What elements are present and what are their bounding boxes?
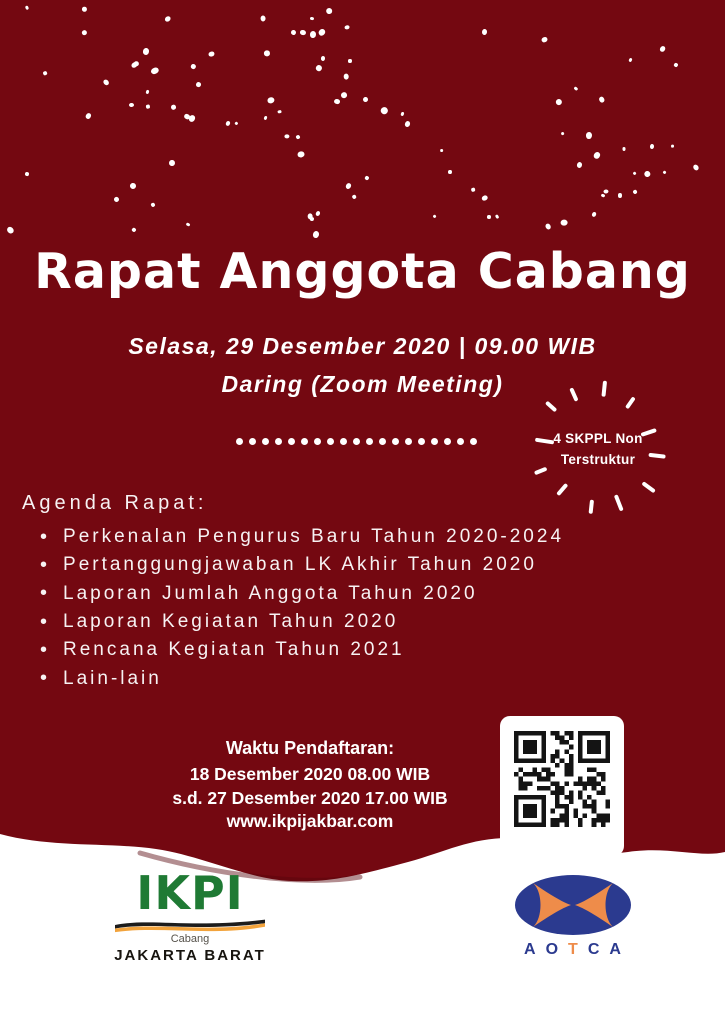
separator-dot xyxy=(236,438,243,445)
dotted-separator-icon xyxy=(236,438,477,445)
badge-line1: 4 SKPPL Non xyxy=(553,431,643,446)
agenda-heading: Agenda Rapat: xyxy=(22,492,208,514)
polka-dot xyxy=(5,226,14,235)
separator-dot xyxy=(457,438,464,445)
separator-dot xyxy=(444,438,451,445)
separator-dot xyxy=(470,438,477,445)
polka-dot xyxy=(650,143,654,148)
polka-dot xyxy=(25,6,29,11)
polka-dot xyxy=(42,71,47,76)
polka-dot xyxy=(340,92,348,100)
polka-dot xyxy=(146,104,150,109)
agenda-item xyxy=(40,580,564,608)
separator-dot xyxy=(301,438,308,445)
polka-dot xyxy=(320,56,325,61)
polka-dot xyxy=(348,59,352,63)
polka-dot xyxy=(278,110,282,114)
polka-dots-pattern xyxy=(0,0,725,240)
aotca-logo xyxy=(500,874,645,959)
polka-dot xyxy=(315,64,323,72)
separator-dot xyxy=(275,438,282,445)
polka-dot xyxy=(573,86,578,90)
bullet-icon: • xyxy=(40,553,51,576)
polka-dot xyxy=(309,217,314,221)
aotca-letter: A xyxy=(524,941,536,958)
agenda-item xyxy=(40,664,564,692)
polka-dot xyxy=(343,74,349,80)
polka-dot xyxy=(440,149,443,152)
aotca-letter: C xyxy=(587,941,600,958)
ikpi-logo xyxy=(112,866,268,964)
polka-dot xyxy=(673,63,678,68)
polka-dot xyxy=(163,15,171,23)
polka-dot xyxy=(448,170,452,174)
polka-dot xyxy=(315,210,320,216)
separator-dot xyxy=(392,438,399,445)
polka-dot xyxy=(185,222,190,227)
polka-dot xyxy=(345,25,351,30)
agenda-item xyxy=(40,636,564,664)
polka-dot xyxy=(345,182,352,190)
agenda-item-label: Laporan Kegiatan Tahun 2020 xyxy=(63,611,399,633)
polka-dot xyxy=(693,164,700,172)
polka-dot xyxy=(622,147,625,151)
polka-dot xyxy=(261,16,266,22)
agenda-item-label: Rencana Kegiatan Tahun 2021 xyxy=(63,639,405,661)
separator-dot xyxy=(314,438,321,445)
polka-dot xyxy=(318,28,327,37)
polka-dot xyxy=(541,36,548,43)
polka-dot xyxy=(545,223,552,231)
polka-dot xyxy=(85,112,92,119)
polka-dot xyxy=(150,67,160,76)
separator-dot xyxy=(353,438,360,445)
poster-title: Rapat Anggota Cabang xyxy=(34,243,691,300)
polka-dot xyxy=(113,196,120,203)
polka-dot xyxy=(146,90,150,95)
polka-dot xyxy=(628,58,632,63)
polka-dot xyxy=(226,120,232,126)
ikpi-cabang-label: Cabang xyxy=(170,933,210,945)
polka-dot xyxy=(24,172,28,177)
separator-dot xyxy=(249,438,256,445)
polka-dot xyxy=(134,61,140,67)
agenda-item-label: Laporan Jumlah Anggota Tahun 2020 xyxy=(63,582,478,604)
polka-dot xyxy=(576,161,582,168)
aotca-letter: T xyxy=(568,941,578,958)
polka-dot xyxy=(561,220,569,226)
registration-section xyxy=(80,736,540,834)
polka-dot xyxy=(312,230,320,238)
polka-dot xyxy=(598,96,605,103)
agenda-item xyxy=(40,608,564,636)
aotca-letter: O xyxy=(545,941,559,958)
polka-dot xyxy=(309,17,313,21)
polka-dot xyxy=(131,227,137,233)
skppl-badge xyxy=(513,364,683,534)
separator-dot xyxy=(405,438,412,445)
polka-dot xyxy=(129,182,137,190)
polka-dot xyxy=(297,150,305,158)
aotca-wordmark xyxy=(500,941,645,959)
registration-heading: Waktu Pendaftaran: xyxy=(225,738,395,758)
polka-dot xyxy=(129,103,134,107)
polka-dot xyxy=(299,29,306,35)
badge-line2: Terstruktur xyxy=(560,452,636,467)
polka-dot xyxy=(601,193,606,198)
polka-dot xyxy=(195,81,202,88)
polka-dot xyxy=(169,160,175,167)
polka-dot xyxy=(632,189,638,195)
bullet-icon: • xyxy=(40,667,51,690)
polka-dot xyxy=(471,187,476,192)
polka-dot xyxy=(295,134,300,139)
registration-start-date: 18 Desember 2020 08.00 WIB xyxy=(189,764,431,784)
agenda-item-label: Lain-lain xyxy=(63,667,162,689)
agenda-item-label: Perkenalan Pengurus Baru Tahun 2020-2024 xyxy=(63,526,565,548)
polka-dot xyxy=(659,45,667,53)
polka-dot xyxy=(171,104,178,111)
polka-dot xyxy=(404,120,411,127)
polka-dot xyxy=(142,47,150,55)
polka-dot xyxy=(102,78,110,86)
separator-dot xyxy=(366,438,373,445)
polka-dot xyxy=(264,50,271,56)
polka-dot xyxy=(480,194,488,201)
aotca-emblem-icon xyxy=(513,874,633,936)
polka-dot xyxy=(671,145,674,148)
polka-dot xyxy=(643,170,650,177)
polka-dot xyxy=(432,214,436,218)
agenda-item-label: Pertanggungjawaban LK Akhir Tahun 2020 xyxy=(63,554,537,576)
website-url: www.ikpijakbar.com xyxy=(226,811,394,831)
agenda-list xyxy=(40,523,564,693)
polka-dot xyxy=(400,112,404,116)
polka-dot xyxy=(486,215,490,219)
polka-dot xyxy=(351,194,357,200)
polka-dot xyxy=(555,99,562,106)
bullet-icon: • xyxy=(40,582,51,605)
separator-dot xyxy=(379,438,386,445)
polka-dot xyxy=(363,97,368,103)
polka-dot xyxy=(264,116,268,121)
separator-dot xyxy=(288,438,295,445)
separator-dot xyxy=(340,438,347,445)
agenda-item xyxy=(40,523,564,551)
bullet-icon: • xyxy=(40,638,51,661)
polka-dot xyxy=(208,50,215,57)
polka-dot xyxy=(82,6,87,12)
aotca-letter: A xyxy=(609,941,621,958)
event-mode: Daring (Zoom Meeting) xyxy=(221,371,504,397)
separator-dot xyxy=(262,438,269,445)
registration-end-date: s.d. 27 Desember 2020 17.00 WIB xyxy=(172,787,448,808)
polka-dot xyxy=(267,96,275,104)
polka-dot xyxy=(310,30,317,38)
polka-dot xyxy=(325,7,333,15)
qr-panel xyxy=(500,716,624,856)
polka-dot xyxy=(364,176,369,181)
polka-dot xyxy=(586,132,592,139)
qr-code-icon xyxy=(514,731,610,827)
polka-dot xyxy=(561,132,565,136)
polka-dot xyxy=(593,151,602,160)
agenda-item xyxy=(40,551,564,579)
polka-dot xyxy=(662,170,667,174)
separator-dot xyxy=(327,438,334,445)
bullet-icon: • xyxy=(40,610,51,633)
polka-dot xyxy=(285,134,290,138)
polka-dot xyxy=(333,99,339,105)
polka-dot xyxy=(150,202,155,208)
polka-dot xyxy=(592,211,598,218)
ikpi-city-label: JAKARTA BARAT xyxy=(114,947,266,964)
polka-dot xyxy=(482,29,488,36)
polka-dot xyxy=(603,189,608,193)
separator-dot xyxy=(431,438,438,445)
bullet-icon: • xyxy=(40,525,51,548)
polka-dot xyxy=(618,193,622,198)
polka-dot xyxy=(235,121,239,125)
polka-dot xyxy=(632,172,636,177)
separator-dot xyxy=(418,438,425,445)
event-datetime: Selasa, 29 Desember 2020 | 09.00 WIB xyxy=(128,333,597,359)
polka-dot xyxy=(81,29,87,35)
polka-dot xyxy=(290,30,296,36)
polka-dot xyxy=(494,214,499,219)
polka-dot xyxy=(190,63,197,69)
ikpi-wordmark: IKPI xyxy=(136,866,244,920)
polka-dot xyxy=(379,106,388,115)
